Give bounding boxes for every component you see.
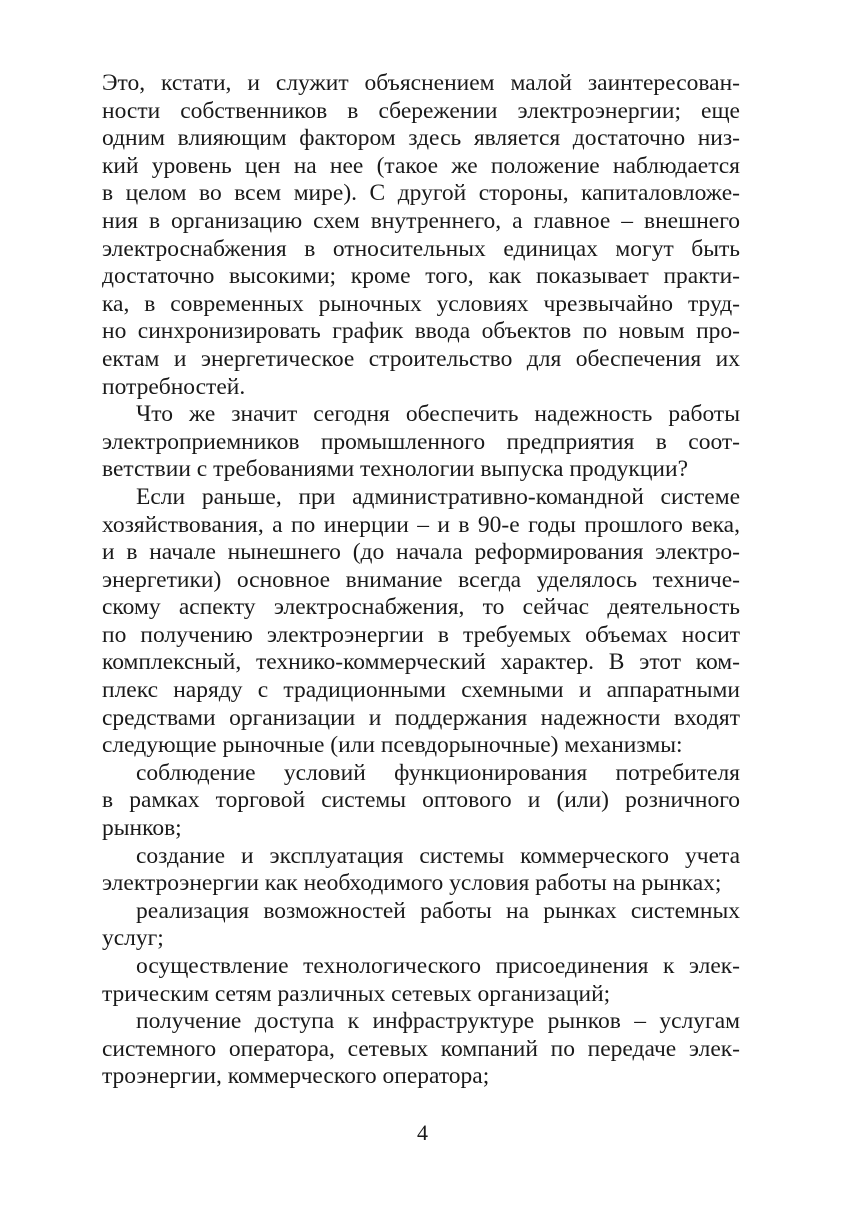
text-line: и в начале нынешнего (до начала реформирования электро- <box>102 539 740 566</box>
text-line: создание и эксплуатация системы коммерческого учета <box>136 842 740 869</box>
text-line: энергетики) основное внимание всегда уделялось техниче- <box>102 566 740 593</box>
text-line: услуг; <box>102 925 164 952</box>
text-line: ка, в современных рыночных условиях чрезвычайно труд- <box>102 290 740 317</box>
page-body-text <box>102 70 740 1091</box>
list-item <box>102 760 740 843</box>
text-line: трическим сетям различных сетевых организаций; <box>102 980 611 1007</box>
text-line: хозяйствования, а по инерции – и в 90-е годы прошлого века, <box>102 511 740 538</box>
text-line: но синхронизировать график ввода объектов по новым про- <box>102 318 740 345</box>
text-line: кий уровень цен на нее (такое же положение наблюдается <box>102 152 740 179</box>
text-line: электроприемников промышленного предприятия в соот- <box>102 428 740 455</box>
text-line: комплексный, технико-коммерческий характер. В этот ком- <box>102 649 740 676</box>
list-item <box>102 953 740 1008</box>
list-item <box>102 898 740 953</box>
text-line: одним влияющим фактором здесь является достаточно низ- <box>102 125 740 152</box>
text-line: ветствии с требованиями технологии выпуска продукции? <box>102 456 689 483</box>
text-line: Если раньше, при административно-командной системе <box>136 483 740 510</box>
text-line: троэнергии, коммерческого оператора; <box>102 1063 490 1090</box>
list-item <box>102 843 740 898</box>
text-line: в целом во всем мире). С другой стороны, капиталовложе- <box>102 180 740 207</box>
paragraph <box>102 70 740 401</box>
text-line: в рамках торговой системы оптового и (или) розничного <box>102 787 740 814</box>
text-line: системного оператора, сетевых компаний по передаче элек- <box>102 1035 740 1062</box>
text-line: осуществление технологического присоединения к элек- <box>136 953 740 979</box>
text-line: Что же значит сегодня обеспечить надежность работы <box>136 401 740 428</box>
text-line: следующие рыночные (или псевдорыночные) механизмы: <box>102 732 683 759</box>
text-line: скому аспекту электроснабжения, то сейчас деятельность <box>102 594 740 621</box>
text-line: достаточно высокими; кроме того, как показывает практи- <box>102 263 740 290</box>
text-line: электроснабжения в относительных единицах могут быть <box>102 235 740 262</box>
text-line: реализация возможностей работы на рынках системных <box>136 897 740 924</box>
paragraph <box>102 484 740 760</box>
text-line: рынков; <box>102 815 182 842</box>
text-line: средствами организации и поддержания надежности входят <box>102 704 740 731</box>
text-line: соблюдение условий функционирования потребителя <box>136 759 740 786</box>
text-line: плекс наряду с традиционными схемными и аппаратными <box>102 677 740 704</box>
text-line: ности собственников в сбережении электроэнергии; еще <box>102 97 740 124</box>
page-number: 4 <box>417 1120 428 1145</box>
text-line: потребностей. <box>102 373 246 400</box>
paragraph <box>102 401 740 484</box>
text-line: электроэнергии как необходимого условия работы на рынках; <box>102 870 722 897</box>
text-line: Это, кстати, и служит объяснением малой заинтересован- <box>102 70 740 96</box>
text-line: ния в организацию схем внутреннего, а главное – внешнего <box>102 207 740 234</box>
text-line: получение доступа к инфраструктуре рынков – услугам <box>136 1008 740 1035</box>
text-line: по получению электроэнергии в требуемых объемах носит <box>102 621 740 648</box>
list-item <box>102 1008 740 1091</box>
text-line: ектам и энергетическое строительство для обеспечения их <box>102 345 740 372</box>
